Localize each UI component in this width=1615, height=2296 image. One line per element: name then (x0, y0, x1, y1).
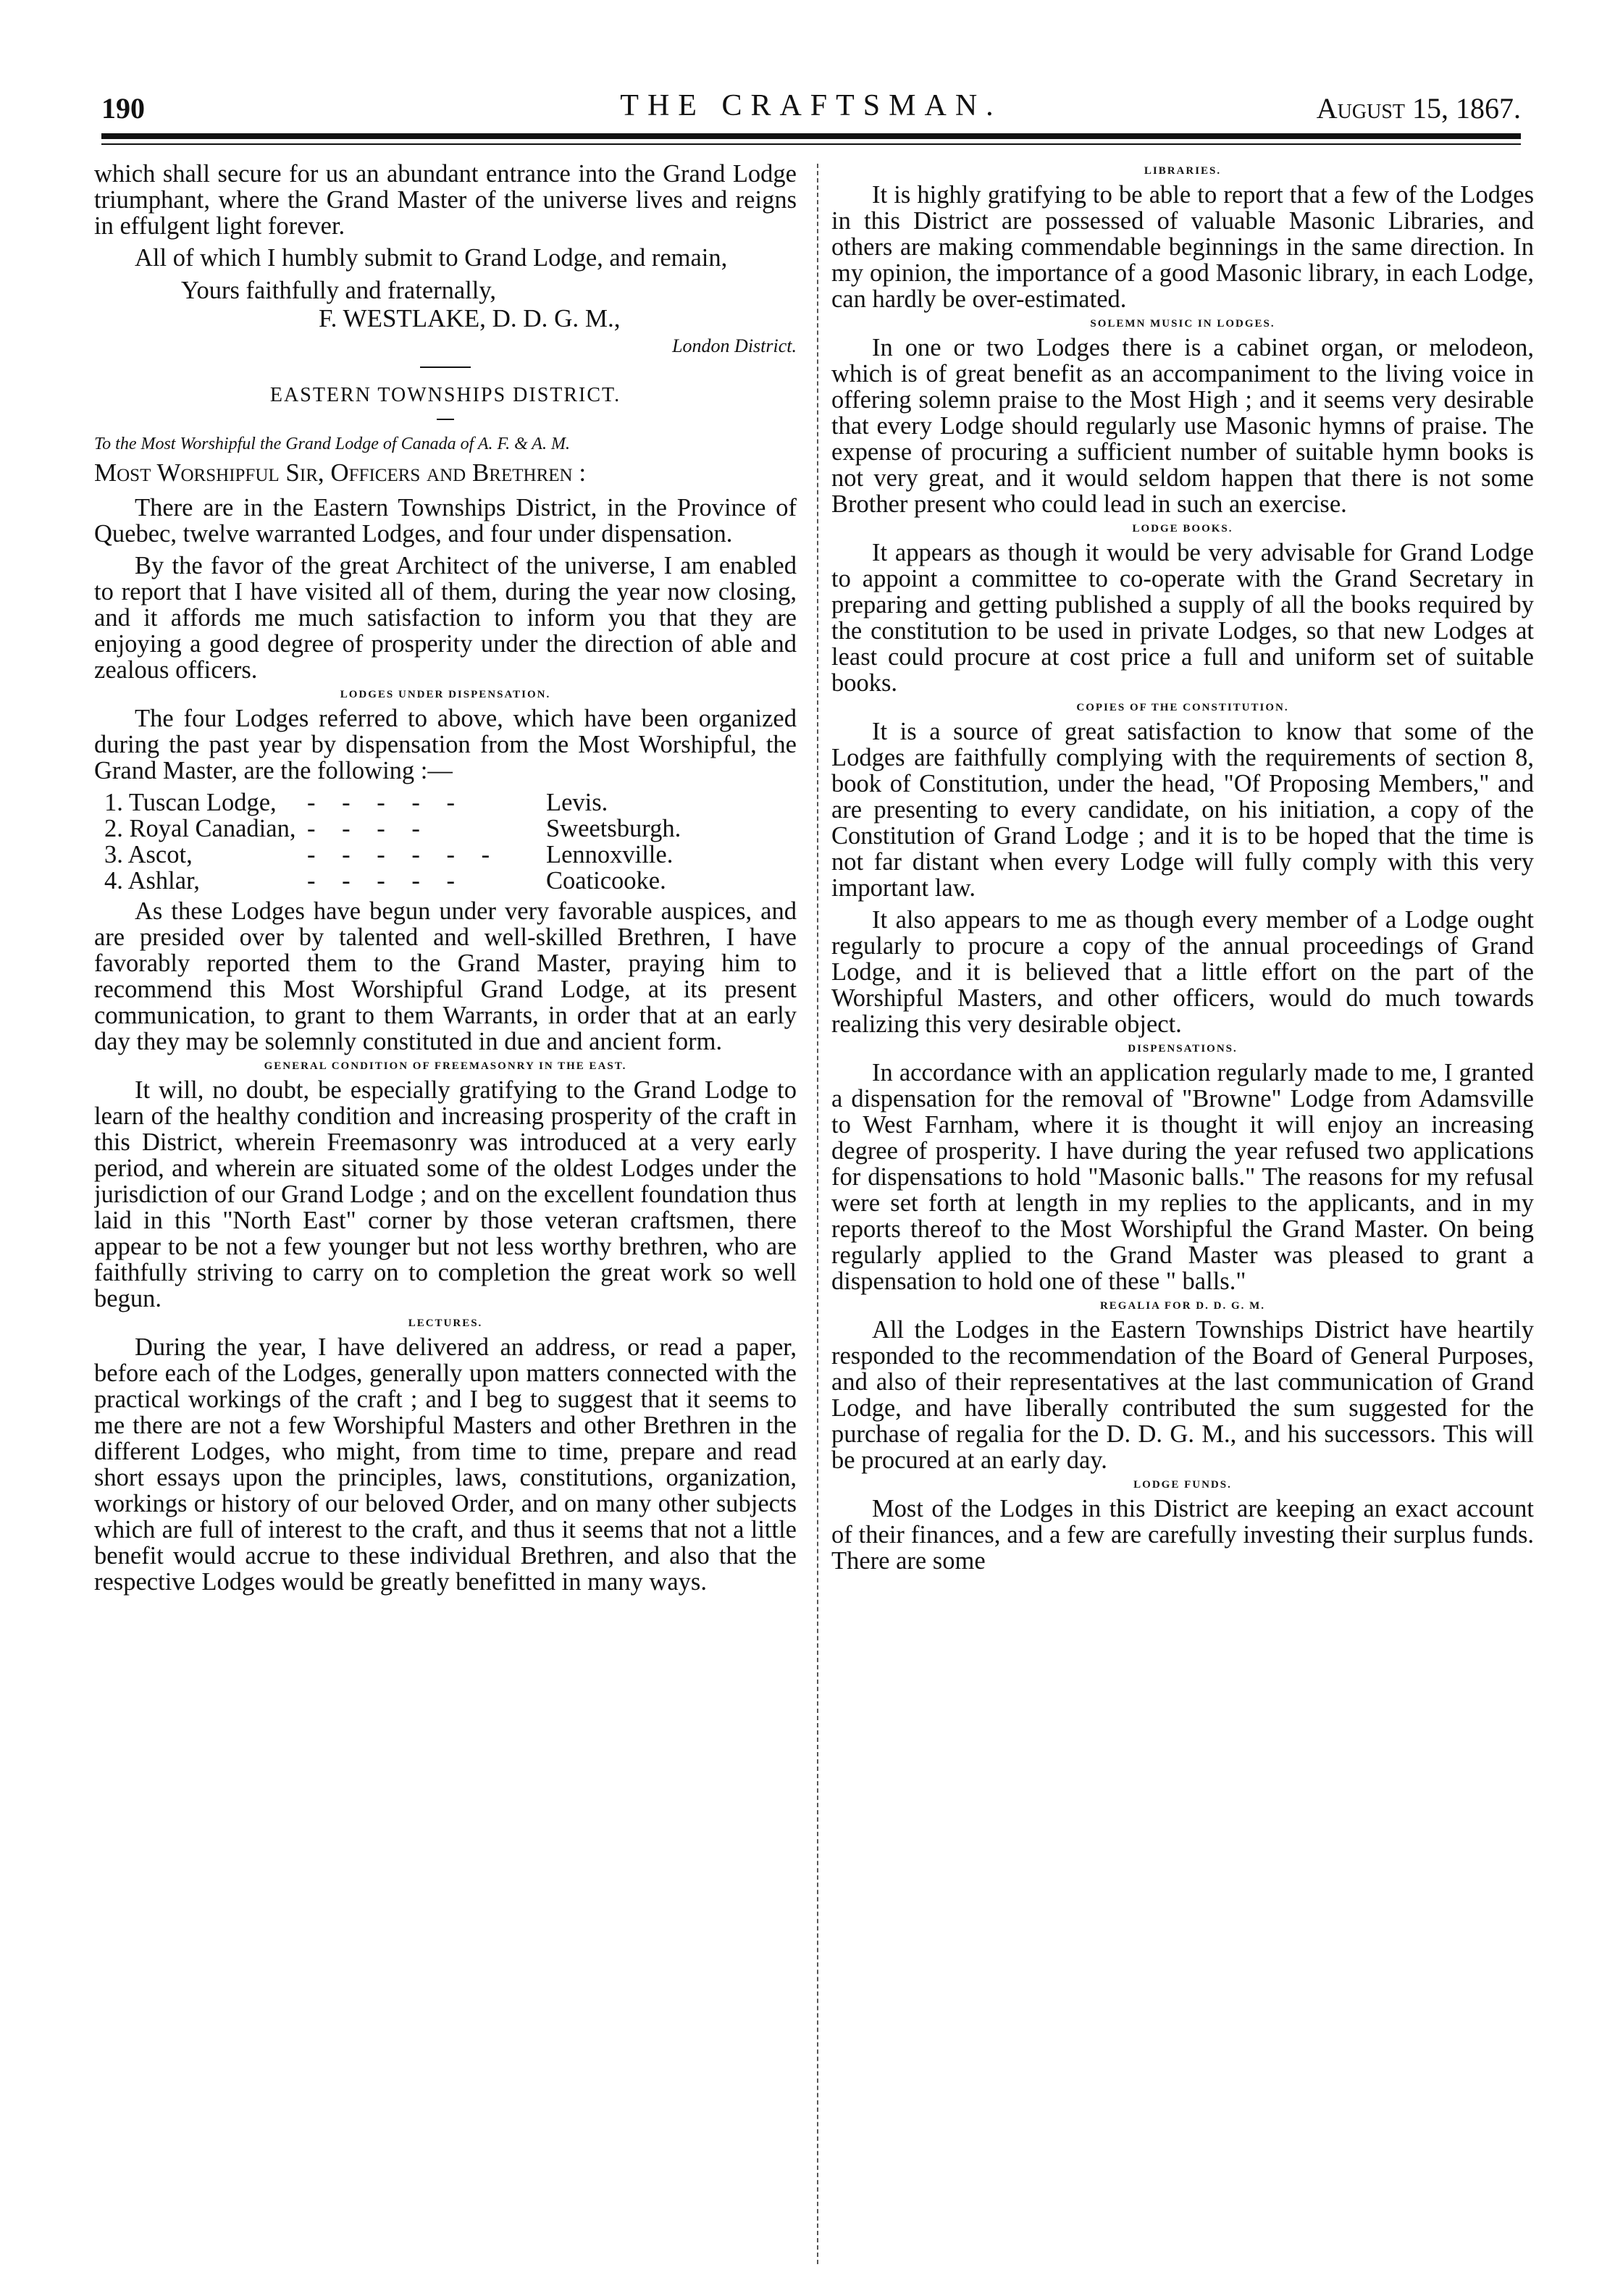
lodge-list (104, 789, 797, 894)
letter-address: To the Most Worshipful the Grand Lodge of Canada of A. F. & A. M. (94, 435, 570, 453)
lodge-row (104, 842, 797, 868)
paragraph: As these Lodges have begun under very favorable auspices, and are presided over by talented and well-skilled Brethren, I have favorably reported them to the Grand Master, praying him to recommend this Most Worshipful Grand Lodge, at its present communication, to grant to them Warrants, in order that at an early day they may be solemnly constituted in due and ancient form. (94, 897, 797, 1055)
paragraph: It also appears to me as though every member of a Lodge ought regularly to procure a copy of the annual proceedings of Grand Lodge, and it is believed that a little effort on the part of the Worshipful Masters, and other officers, would do much towards realizing this very desirable object. (831, 906, 1534, 1038)
paragraph: which shall secure for us an abundant entrance into the Grand Lodge triumphant, where the Grand Master of the universe lives and reigns in effulgent light forever. (94, 161, 797, 240)
subheading: LODGE BOOKS. (1132, 523, 1233, 535)
subheading: SOLEMN MUSIC IN LODGES. (1090, 318, 1275, 330)
subheading: DISPENSATIONS. (1128, 1043, 1238, 1055)
paragraph: The four Lodges referred to above, which have been organized during the past year by dispensation from the Most Worshipful, the Grand Master, are the following :— (94, 705, 797, 784)
signature: F. WESTLAKE, D. D. G. M., (319, 304, 621, 332)
lodge-leader: - - - - - (307, 789, 465, 816)
paragraph: It will, no doubt, be especially gratifying to the Grand Lodge to learn of the healthy condition and increasing prosperity of the craft in this District, wherein Freemasonry was introduced at a very early period, and wherein are situated some of the oldest Lodges under the jurisdiction of our Grand Lodge ; and on the excellent foundation thus laid in this "North East" corner by those veteran craftsmen, there appear to be not a few younger but not less worthy brethren, who are faithfully striving to carry on to completion the great work so well begun. (94, 1076, 797, 1312)
paragraph: It appears as though it would be very advisable for Grand Lodge to appoint a committee to co-operate with the Grand Secretary in preparing and getting published a supply of all the books required by the constitution to be used in private Lodges, so that new Lodges at least could procure at cost price a full and uniform set of suitable books. (831, 539, 1534, 697)
page-number: 190 (101, 92, 145, 125)
lodge-leader: - - - - (307, 816, 430, 842)
left-column (94, 161, 797, 1601)
subheading: LIBRARIES. (1144, 165, 1222, 177)
paragraph: All the Lodges in the Eastern Townships District have heartily responded to the recommendation of the Board of General Purposes, and also of their representatives at the last communication of Grand Lodge, and have liberally contributed the sum suggested for the purchase of regalia for the D. D. G. M., and his successors. This will be procured at an early day. (831, 1316, 1534, 1474)
subheading: GENERAL CONDITION OF FREEMASONRY IN THE EAST. (264, 1060, 627, 1072)
issue-date: August 15, 1867. (1316, 92, 1521, 125)
paragraph: In one or two Lodges there is a cabinet organ, or melodeon, which is of great benefit as an accompaniment to the living voice in offering solemn praise to the Most High ; and it seems very desirable that every Lodge should regularly use Masonic hymns of praise. The expense of procuring a sufficient number of suitable hymn books is not very great, and it would seldom happen that there is not some Brother present who could lead in such an exercise. (831, 334, 1534, 518)
right-column (831, 161, 1534, 1580)
letter-closing: Yours faithfully and fraternally, (181, 277, 496, 304)
paragraph: There are in the Eastern Townships District, in the Province of Quebec, twelve warranted Lodges, and four under dispensation. (94, 494, 797, 548)
lodge-town: Coaticooke. (546, 867, 666, 894)
lodge-name: 4. Ashlar, (104, 867, 200, 894)
lodge-row (104, 816, 797, 842)
section-title: EASTERN TOWNSHIPS DISTRICT. (269, 384, 621, 406)
section-dash (437, 419, 454, 420)
lodge-name: 1. Tuscan Lodge, (104, 789, 277, 816)
subheading: COPIES OF THE CONSTITUTION. (1076, 702, 1289, 713)
publication-title: THE CRAFTSMAN. (620, 89, 1002, 122)
lodge-leader: - - - - - - (307, 842, 500, 868)
lodge-row (104, 868, 797, 894)
paragraph: By the favor of the great Architect of the universe, I am enabled to report that I have visited all of them, during the year now closing, and it affords me much satisfaction to inform you that they are enjoying a good degree of prosperity under the direction of able and zealous officers. (94, 552, 797, 684)
paragraph: All of which I humbly submit to Grand Lodge, and remain, (135, 244, 728, 272)
subheading: LODGES UNDER DISPENSATION. (340, 689, 551, 700)
lodge-name: 2. Royal Canadian, (104, 815, 296, 842)
section-rule (420, 366, 471, 368)
subheading: REGALIA FOR D. D. G. M. (1099, 1300, 1266, 1312)
paragraph: It is a source of great satisfaction to know that some of the Lodges are faithfully complying with the requirements of section 8, book of Constitution, under the head, "Of Proposing Members," and are presenting to every candidate, on his initiation, a copy of the Constitution of Grand Lodge ; and it is to be hoped that the time is not far distant when every Lodge will fully comply with this very important law. (831, 718, 1534, 902)
lodge-town: Lennoxville. (546, 841, 674, 868)
lodge-town: Sweetsburgh. (546, 815, 681, 842)
running-header (101, 85, 1521, 132)
signature-district: London District. (672, 335, 797, 356)
subheading: LECTURES. (408, 1317, 483, 1329)
lodge-town: Levis. (546, 789, 608, 816)
header-rule-thin (101, 143, 1521, 145)
letter-salutation: Most Worshipful Sir, Officers and Brethren : (94, 458, 587, 487)
paragraph: Most of the Lodges in this District are keeping an exact account of their finances, and a few are carefully investing their surplus funds. There are some (831, 1495, 1534, 1575)
lodge-name: 3. Ascot, (104, 841, 193, 868)
header-rule-thick (101, 133, 1521, 139)
paragraph: It is highly gratifying to be able to report that a few of the Lodges in this District are possessed of valuable Masonic Libraries, and others are making commendable beginnings in the same direction. In my opinion, the importance of a good Masonic library, in each Lodge, can hardly be over-estimated. (831, 181, 1534, 313)
lodge-leader: - - - - - (307, 868, 465, 894)
lodge-row (104, 789, 797, 816)
column-divider (817, 164, 818, 2264)
paragraph: During the year, I have delivered an address, or read a paper, before each of the Lodges, generally upon matters connected with the practical workings of the craft ; and I beg to suggest that it seems to me there are not a few Worshipful Masters and other Brethren in the different Lodges, who might, from time to time, prepare and read short essays upon the principles, laws, constitutions, organization, workings or history of our beloved Order, and on many other subjects which are full of interest to the craft, and thus it seems that not a little benefit would accrue to these individual Brethren, and also that the respective Lodges would be greatly benefitted in many ways. (94, 1333, 797, 1596)
subheading: LODGE FUNDS. (1133, 1479, 1232, 1491)
paragraph: In accordance with an application regularly made to me, I granted a dispensation for the removal of "Browne" Lodge from Adamsville to West Farnham, where it is thought it will enjoy an increasing degree of prosperity. I have during the year refused two applications for dispensations to hold "Masonic balls." The reasons for my refusal were set forth at length in my replies to the applicants, and in my reports thereof to the Most Worshipful the Grand Master. On being regularly applied to the Grand Master was pleased to grant a dispensation to hold one of these " balls." (831, 1059, 1534, 1295)
